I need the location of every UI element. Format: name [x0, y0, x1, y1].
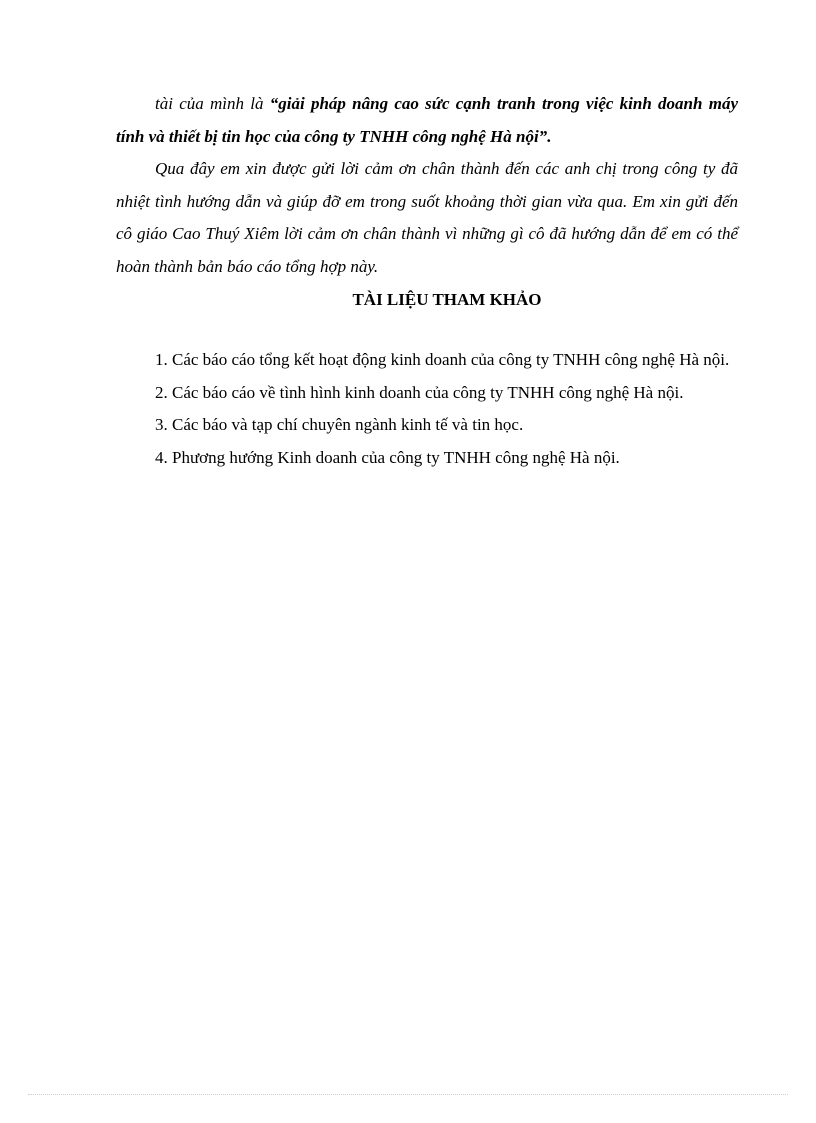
reference-item: 3. Các báo và tạp chí chuyên ngành kinh tế và tin học.: [155, 415, 524, 434]
references-heading: TÀI LIỆU THAM KHẢO: [352, 290, 542, 309]
intro-lead: tài của mình là: [155, 94, 270, 113]
intro-paragraph: [116, 88, 738, 153]
reference-item: 4. Phương hướng Kinh doanh của công ty TNHH công nghệ Hà nội.: [155, 447, 620, 467]
document-page: [116, 88, 738, 474]
reference-item: 2. Các báo cáo về tình hình kinh doanh của công ty TNHH công nghệ Hà nội.: [155, 382, 684, 402]
thesis-title: “giải pháp nâng cao sức cạnh tranh trong việc kinh doanh máy tính và thiết bị tin học của công ty TNHH công nghệ Hà nội”: [116, 94, 738, 146]
intro-tail: .: [547, 126, 552, 146]
references-list: [116, 344, 738, 474]
page-bottom-rule: [28, 1094, 788, 1095]
thanks-paragraph: Qua đây em xin được gửi lời cảm ơn chân thành đến các anh chị trong công ty đã nhiệt tình hướng dẫn và giúp đỡ em trong suốt khoảng thời gian vừa qua. Em xin gửi đến cô giáo Cao Thuý Xiêm lời cảm ơn chân thành vì những gì cô đã hướng dẫn để em có thể hoàn thành bản báo cáo tổng hợp này.: [116, 159, 738, 276]
reference-item: 1. Các báo cáo tổng kết hoạt động kinh doanh của công ty TNHH công nghệ Hà nội.: [155, 350, 730, 369]
